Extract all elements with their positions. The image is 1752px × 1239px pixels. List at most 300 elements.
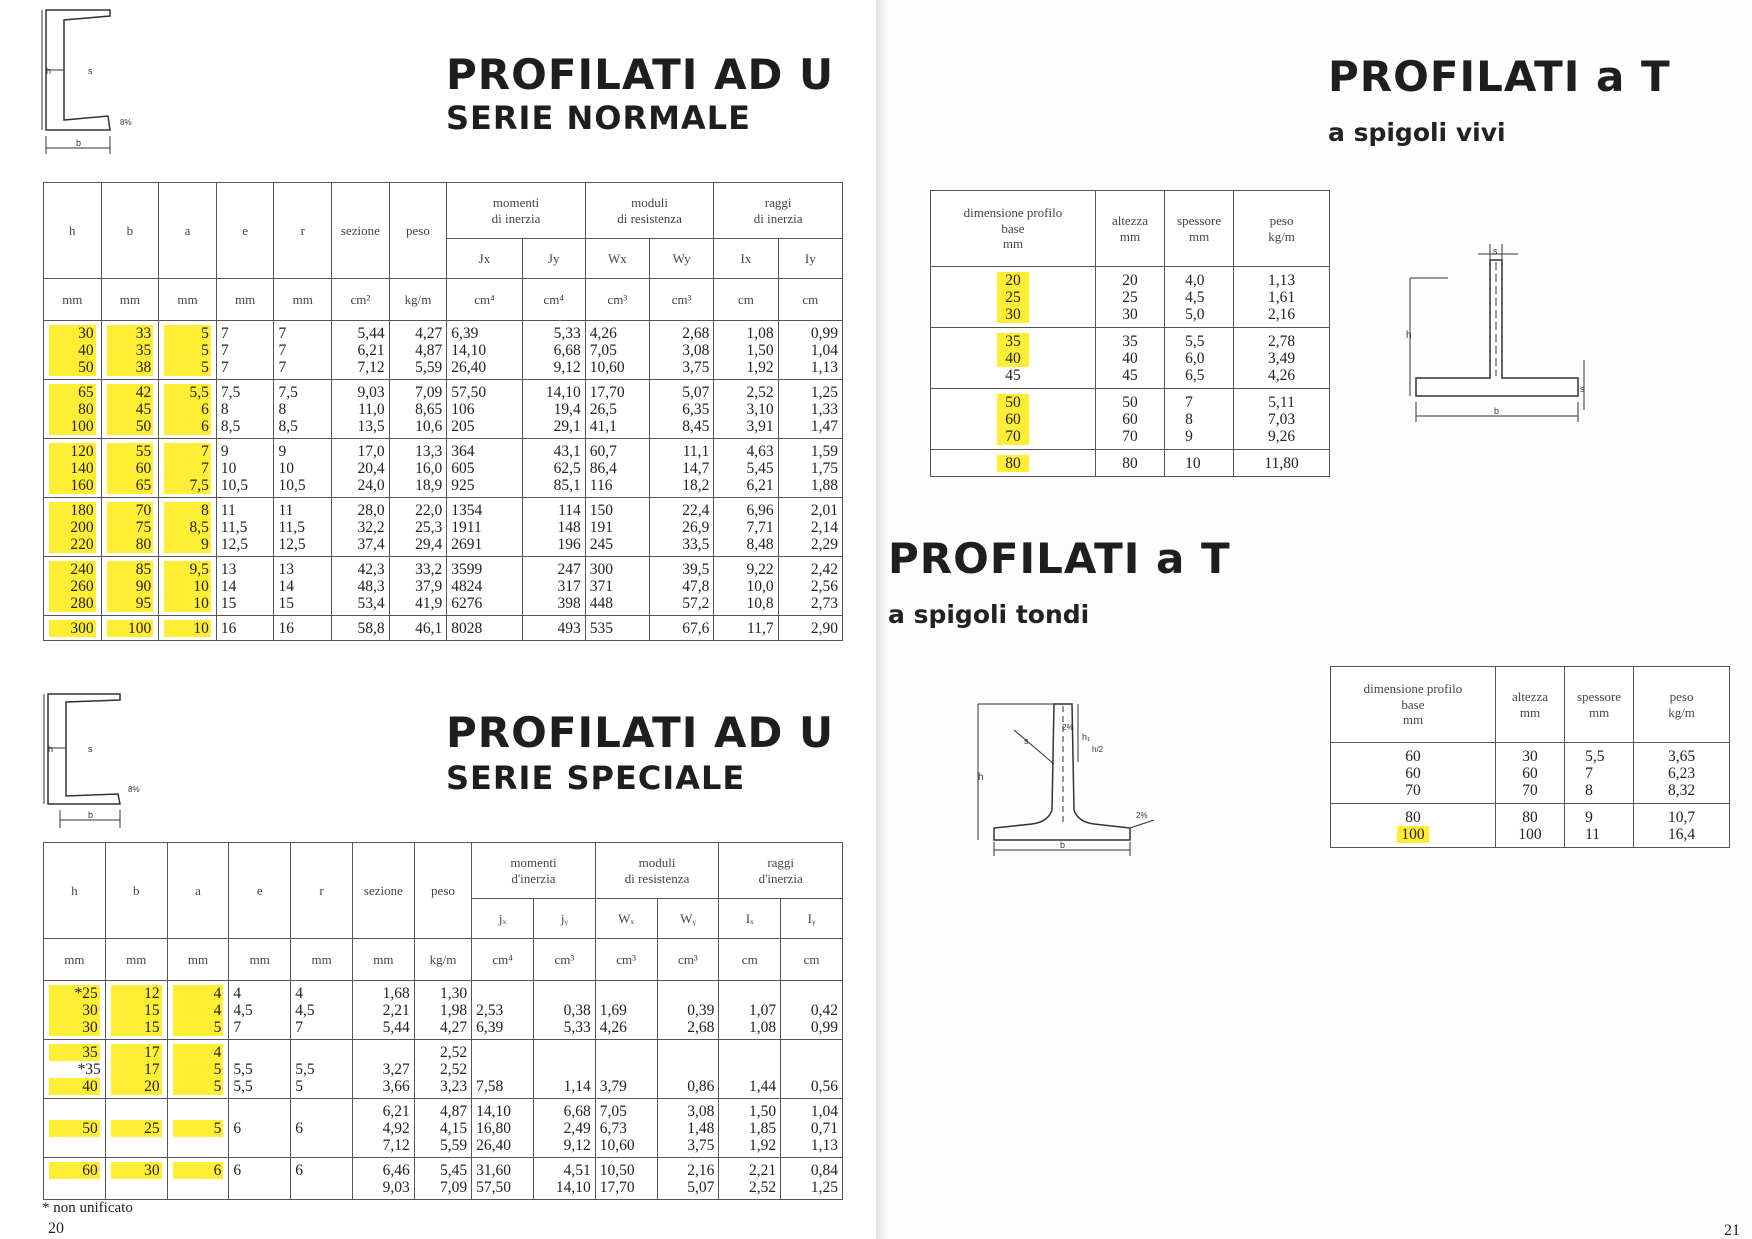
- cell-r: [274, 557, 332, 616]
- cell-sez: [352, 1099, 414, 1158]
- value: 30: [49, 1002, 100, 1019]
- value: 60: [1405, 747, 1421, 765]
- cell-h: [44, 1040, 106, 1099]
- value: 7: [233, 1018, 242, 1036]
- dim-label-h: h: [978, 772, 984, 783]
- value: 8: [278, 400, 287, 418]
- value: 5,5: [295, 1060, 315, 1078]
- cell-alt: [1495, 804, 1564, 848]
- value: 1,08: [746, 324, 774, 342]
- cell-wx: [585, 557, 649, 616]
- value: 10,5: [278, 476, 306, 494]
- value: 9: [164, 536, 211, 553]
- dim-label-slope: 8%: [120, 118, 132, 127]
- col-header-jy: jᵧ: [533, 899, 595, 939]
- value: 3,79: [599, 1077, 627, 1095]
- cell-iy: [778, 616, 842, 641]
- value: 1,25: [810, 1178, 838, 1196]
- value: 50: [49, 1120, 100, 1137]
- value: 4: [173, 1044, 224, 1061]
- unit-cell: cm⁴: [447, 279, 522, 321]
- dim-label-h: h: [46, 66, 52, 76]
- cell-b: [105, 981, 167, 1040]
- value: 7: [164, 443, 211, 460]
- col-header-iy: Iᵧ: [781, 899, 843, 939]
- value: [229, 1103, 290, 1120]
- value: 70: [1122, 427, 1138, 445]
- value: 2,53: [476, 1001, 504, 1019]
- col-header-spessore: spessore mm: [1565, 667, 1634, 743]
- value: 60: [997, 411, 1029, 428]
- value: 57,2: [682, 594, 710, 612]
- value: 196: [557, 535, 581, 553]
- value: 70: [107, 502, 154, 519]
- cell-iy: [778, 557, 842, 616]
- value: 20: [997, 272, 1029, 289]
- cell-spes: [1165, 328, 1234, 389]
- value: 4,27: [415, 324, 443, 342]
- cell-peso: [389, 321, 447, 380]
- cell-peso: [414, 981, 471, 1040]
- cell-ix: [714, 321, 778, 380]
- value: 29,4: [415, 535, 443, 553]
- cell-peso: [1634, 804, 1730, 848]
- value: 17: [111, 1044, 162, 1061]
- value: 28,0: [357, 501, 385, 519]
- cell-base: [931, 267, 1096, 328]
- cell-b: [101, 321, 159, 380]
- cell-b: [101, 380, 159, 439]
- value: 1,68: [382, 984, 410, 1002]
- value: 535: [589, 619, 614, 637]
- value: 11,80: [1264, 454, 1299, 472]
- cell-ix: [719, 981, 781, 1040]
- value: [44, 1103, 105, 1120]
- value: 60: [49, 1162, 100, 1179]
- value: 1,50: [746, 341, 774, 359]
- value: 24,0: [357, 476, 385, 494]
- value: 9,03: [382, 1178, 410, 1196]
- cell-jx: [447, 439, 522, 498]
- value: 2,42: [810, 560, 838, 578]
- value: 2691: [451, 535, 483, 553]
- cell-a: [167, 1040, 229, 1099]
- value: 4,87: [415, 341, 443, 359]
- cell-spes: [1165, 389, 1234, 450]
- value: 6: [164, 418, 211, 435]
- col-header-peso: peso kg/m: [1634, 667, 1730, 743]
- col-header-e: e: [229, 843, 291, 939]
- value: 3599: [451, 560, 483, 578]
- value: 7,09: [440, 1178, 468, 1196]
- cell-a: [159, 321, 217, 380]
- value: [168, 1137, 229, 1154]
- unit-cell: kg/m: [389, 279, 447, 321]
- value: 57,50: [476, 1178, 512, 1196]
- value: 35: [49, 1044, 100, 1061]
- value: 7,5: [164, 477, 211, 494]
- value: 8028: [451, 619, 483, 637]
- col-header-momenti: momenti d'inerzia: [472, 843, 596, 899]
- col-header-ix: Iₓ: [719, 899, 781, 939]
- cell-sez: [332, 439, 390, 498]
- value: 55: [107, 443, 154, 460]
- value: 5,59: [440, 1136, 468, 1154]
- value: 13: [220, 560, 237, 578]
- cell-peso: [389, 380, 447, 439]
- unit-cell: mm: [291, 939, 353, 981]
- value: 17: [111, 1061, 162, 1078]
- col-header-h: h: [44, 843, 106, 939]
- value: 35: [1122, 332, 1138, 350]
- value: 80: [49, 401, 96, 418]
- value: 1,88: [810, 476, 838, 494]
- value: 1,85: [749, 1119, 777, 1137]
- cell-jy: [522, 616, 585, 641]
- value: 1,07: [749, 1001, 777, 1019]
- cell-r: [274, 321, 332, 380]
- value: 9,22: [746, 560, 774, 578]
- cell-jy: [533, 1040, 595, 1099]
- value: 14,10: [476, 1102, 512, 1120]
- value: 31,60: [476, 1161, 512, 1179]
- value: 448: [589, 594, 614, 612]
- value: 7: [220, 358, 229, 376]
- cell-jx: [447, 557, 522, 616]
- value: 33: [107, 325, 154, 342]
- value: 0,99: [810, 324, 838, 342]
- cell-jy: [533, 1158, 595, 1200]
- col-header-altezza: altezza mm: [1095, 191, 1164, 267]
- unit-cell: cm⁴: [522, 279, 585, 321]
- table-row: [931, 450, 1330, 477]
- cell-wy: [657, 1099, 719, 1158]
- unit-cell: mm: [44, 939, 106, 981]
- cell-h: [44, 321, 102, 380]
- cell-h: [44, 498, 102, 557]
- cell-wx: [595, 1040, 657, 1099]
- value: 37,4: [357, 535, 385, 553]
- value: 13,3: [415, 442, 443, 460]
- value: [658, 1061, 719, 1078]
- value: 7: [164, 460, 211, 477]
- table-row: [44, 616, 843, 641]
- value: 14: [220, 577, 237, 595]
- value: 8,48: [746, 535, 774, 553]
- value: 38: [107, 359, 154, 376]
- cell-peso: [1234, 267, 1330, 328]
- cell-wy: [650, 321, 714, 380]
- col-header-moduli: moduli di resistenza: [595, 843, 719, 899]
- value: 10: [164, 595, 211, 612]
- cell-peso: [389, 557, 447, 616]
- value: 60: [1405, 764, 1421, 782]
- col-header-sezione: sezione: [332, 183, 390, 279]
- cell-b: [105, 1040, 167, 1099]
- value: 6,73: [599, 1119, 627, 1137]
- cell-a: [159, 380, 217, 439]
- col-header-jy: Jy: [522, 239, 585, 279]
- dim-label-b: b: [88, 810, 94, 820]
- cell-a: [167, 1099, 229, 1158]
- cell-a: [159, 439, 217, 498]
- cell-ix: [714, 380, 778, 439]
- value: 5: [173, 1120, 224, 1137]
- value: 5: [295, 1077, 303, 1095]
- value: [719, 985, 780, 1002]
- col-header-a: a: [167, 843, 229, 939]
- value: 2,68: [687, 1018, 715, 1036]
- value: 5: [164, 325, 211, 342]
- cell-sez: [352, 1158, 414, 1200]
- value: 1,04: [810, 341, 838, 359]
- unit-cell: mm: [274, 279, 332, 321]
- right-page: [888, 0, 1752, 1239]
- value: 6,39: [451, 324, 479, 342]
- value: 3,08: [682, 341, 710, 359]
- value: 80: [1522, 808, 1538, 826]
- cell-spes: [1165, 267, 1234, 328]
- value: 60: [107, 460, 154, 477]
- table-row: [44, 1040, 843, 1099]
- cell-e: [229, 1158, 291, 1200]
- value: 58,8: [357, 619, 385, 637]
- col-header-moduli: moduli di resistenza: [585, 183, 714, 239]
- value: 1,04: [810, 1102, 838, 1120]
- unit-cell: cm³: [585, 279, 649, 321]
- cell-ix: [719, 1099, 781, 1158]
- cell-sez: [332, 498, 390, 557]
- value: 2,52: [440, 1060, 468, 1078]
- cell-jx: [447, 498, 522, 557]
- cell-wx: [585, 380, 649, 439]
- value: 6,21: [357, 341, 385, 359]
- value: 7,05: [599, 1102, 627, 1120]
- unit-cell: mm: [167, 939, 229, 981]
- value: 3,49: [1268, 349, 1296, 367]
- col-header-wx: Wx: [585, 239, 649, 279]
- value: 106: [451, 400, 475, 418]
- table-row: [44, 1099, 843, 1158]
- value: 22,0: [415, 501, 443, 519]
- value: 30: [49, 1019, 100, 1036]
- unit-cell: mm: [352, 939, 414, 981]
- cell-sez: [332, 380, 390, 439]
- cell-iy: [781, 1099, 843, 1158]
- value: 5,07: [682, 383, 710, 401]
- unit-cell: cm: [781, 939, 843, 981]
- value: 14,7: [682, 459, 710, 477]
- cell-wx: [595, 1099, 657, 1158]
- value: 70: [997, 428, 1029, 445]
- value: 8: [1585, 781, 1593, 799]
- value: 40: [997, 350, 1029, 367]
- section-subtitle-t-vivi: a spigoli vivi: [1328, 118, 1506, 147]
- value: 26,40: [451, 358, 487, 376]
- value: 2,16: [1268, 305, 1296, 323]
- table-row: [44, 321, 843, 380]
- value: 9: [1585, 808, 1593, 826]
- value: 6,35: [682, 400, 710, 418]
- value: [229, 1137, 290, 1154]
- cell-e: [216, 439, 274, 498]
- value: 2,56: [810, 577, 838, 595]
- col-header-ix: Ix: [714, 239, 778, 279]
- value: 80: [1405, 808, 1421, 826]
- value: 160: [49, 477, 96, 494]
- cell-e: [229, 981, 291, 1040]
- value: 6,21: [746, 476, 774, 494]
- value: 11: [220, 501, 236, 519]
- unit-cell: mm: [44, 279, 102, 321]
- value: 1,14: [563, 1077, 591, 1095]
- section-title-t-vivi: PROFILATI a T: [1328, 52, 1671, 101]
- value: 180: [49, 502, 96, 519]
- value: 15: [111, 1019, 162, 1036]
- value: 8,45: [682, 417, 710, 435]
- value: 4: [173, 985, 224, 1002]
- unit-cell: cm³: [650, 279, 714, 321]
- value: 8,65: [415, 400, 443, 418]
- footnote: * non unificato: [42, 1200, 133, 1216]
- value: 6: [233, 1161, 242, 1179]
- value: 7,09: [415, 383, 443, 401]
- value: *25: [49, 985, 100, 1002]
- dim-label-frac: h/2: [1092, 745, 1104, 754]
- cell-iy: [778, 380, 842, 439]
- value: 17,70: [589, 383, 625, 401]
- cell-b: [105, 1158, 167, 1200]
- value: 85,1: [553, 476, 581, 494]
- unit-cell: cm³: [657, 939, 719, 981]
- value: 0,56: [810, 1077, 838, 1095]
- cell-iy: [781, 981, 843, 1040]
- cell-b: [101, 616, 159, 641]
- value: [106, 1137, 167, 1154]
- value: 13: [278, 560, 294, 578]
- value: 6,5: [1185, 366, 1205, 384]
- cell-iy: [778, 498, 842, 557]
- value: 0,71: [810, 1119, 838, 1137]
- value: 1,47: [810, 417, 838, 435]
- value: 2,52: [440, 1043, 468, 1061]
- value: 46,1: [415, 619, 443, 637]
- value: 50: [49, 359, 96, 376]
- unit-cell: cm³: [595, 939, 657, 981]
- value: 4,5: [1185, 288, 1205, 306]
- cell-ix: [719, 1158, 781, 1200]
- value: 10,5: [220, 476, 248, 494]
- cell-base: [1331, 743, 1496, 804]
- value: 11,1: [682, 442, 710, 460]
- value: 14,10: [451, 341, 487, 359]
- cell-peso: [414, 1040, 471, 1099]
- cell-wy: [657, 1040, 719, 1099]
- value: 7: [1585, 764, 1593, 782]
- value: 17,0: [357, 442, 385, 460]
- value: 10,0: [746, 577, 774, 595]
- cell-iy: [778, 321, 842, 380]
- u-normale-table: [43, 182, 843, 641]
- value: [229, 1179, 290, 1196]
- value: 200: [49, 519, 96, 536]
- cell-peso: [414, 1099, 471, 1158]
- unit-cell: mm: [216, 279, 274, 321]
- value: 0,42: [810, 1001, 838, 1019]
- cell-jx: [472, 1040, 534, 1099]
- cell-r: [274, 439, 332, 498]
- section-title-t-tondi: PROFILATI a T: [888, 534, 1231, 583]
- value: 5,44: [382, 1018, 410, 1036]
- value: 247: [557, 560, 581, 578]
- section-subtitle-u-speciale: SERIE SPECIALE: [446, 759, 746, 797]
- cell-ix: [714, 616, 778, 641]
- value: 10: [164, 620, 211, 637]
- value: 16: [220, 619, 237, 637]
- value: 6: [295, 1119, 303, 1137]
- value: 4,63: [746, 442, 774, 460]
- value: 26,40: [476, 1136, 512, 1154]
- cell-alt: [1095, 389, 1164, 450]
- value: 4,51: [563, 1161, 591, 1179]
- table-row: [44, 380, 843, 439]
- dim-label-b: b: [1494, 406, 1500, 416]
- unit-cell: kg/m: [414, 939, 471, 981]
- cell-a: [159, 557, 217, 616]
- value: 48,3: [357, 577, 385, 595]
- value: 47,8: [682, 577, 710, 595]
- table-row: [44, 439, 843, 498]
- unit-cell: cm³: [533, 939, 595, 981]
- value: 5: [164, 359, 211, 376]
- u-profile-normale-diagram: [38, 8, 148, 156]
- value: 39,5: [682, 560, 710, 578]
- value: 2,73: [810, 594, 838, 612]
- cell-r: [274, 498, 332, 557]
- col-header-peso: peso kg/m: [1234, 191, 1330, 267]
- value: [106, 1103, 167, 1120]
- value: 7: [295, 1018, 303, 1036]
- value: [534, 1061, 595, 1078]
- value: [658, 1044, 719, 1061]
- value: 8,32: [1668, 781, 1696, 799]
- cell-a: [167, 1158, 229, 1200]
- col-header-r: r: [274, 183, 332, 279]
- value: 50: [107, 418, 154, 435]
- value: [229, 1044, 290, 1061]
- value: [106, 1179, 167, 1196]
- section-subtitle-u-normale: SERIE NORMALE: [446, 99, 751, 137]
- value: 5,5: [233, 1077, 253, 1095]
- value: 9,12: [553, 358, 581, 376]
- value: 5,5: [1185, 332, 1205, 350]
- value: 4: [173, 1002, 224, 1019]
- value: 2,68: [682, 324, 710, 342]
- value: 2,49: [563, 1119, 591, 1137]
- value: 300: [49, 620, 96, 637]
- value: 7: [220, 324, 229, 342]
- col-header-raggi: raggi d'inerzia: [719, 843, 843, 899]
- value: [44, 1179, 105, 1196]
- value: 67,6: [682, 619, 710, 637]
- value: 5,5: [1585, 747, 1605, 765]
- unit-cell: mm: [105, 939, 167, 981]
- value: 925: [451, 476, 475, 494]
- value: 29,1: [553, 417, 581, 435]
- value: [719, 1061, 780, 1078]
- value: 0,99: [810, 1018, 838, 1036]
- cell-alt: [1095, 328, 1164, 389]
